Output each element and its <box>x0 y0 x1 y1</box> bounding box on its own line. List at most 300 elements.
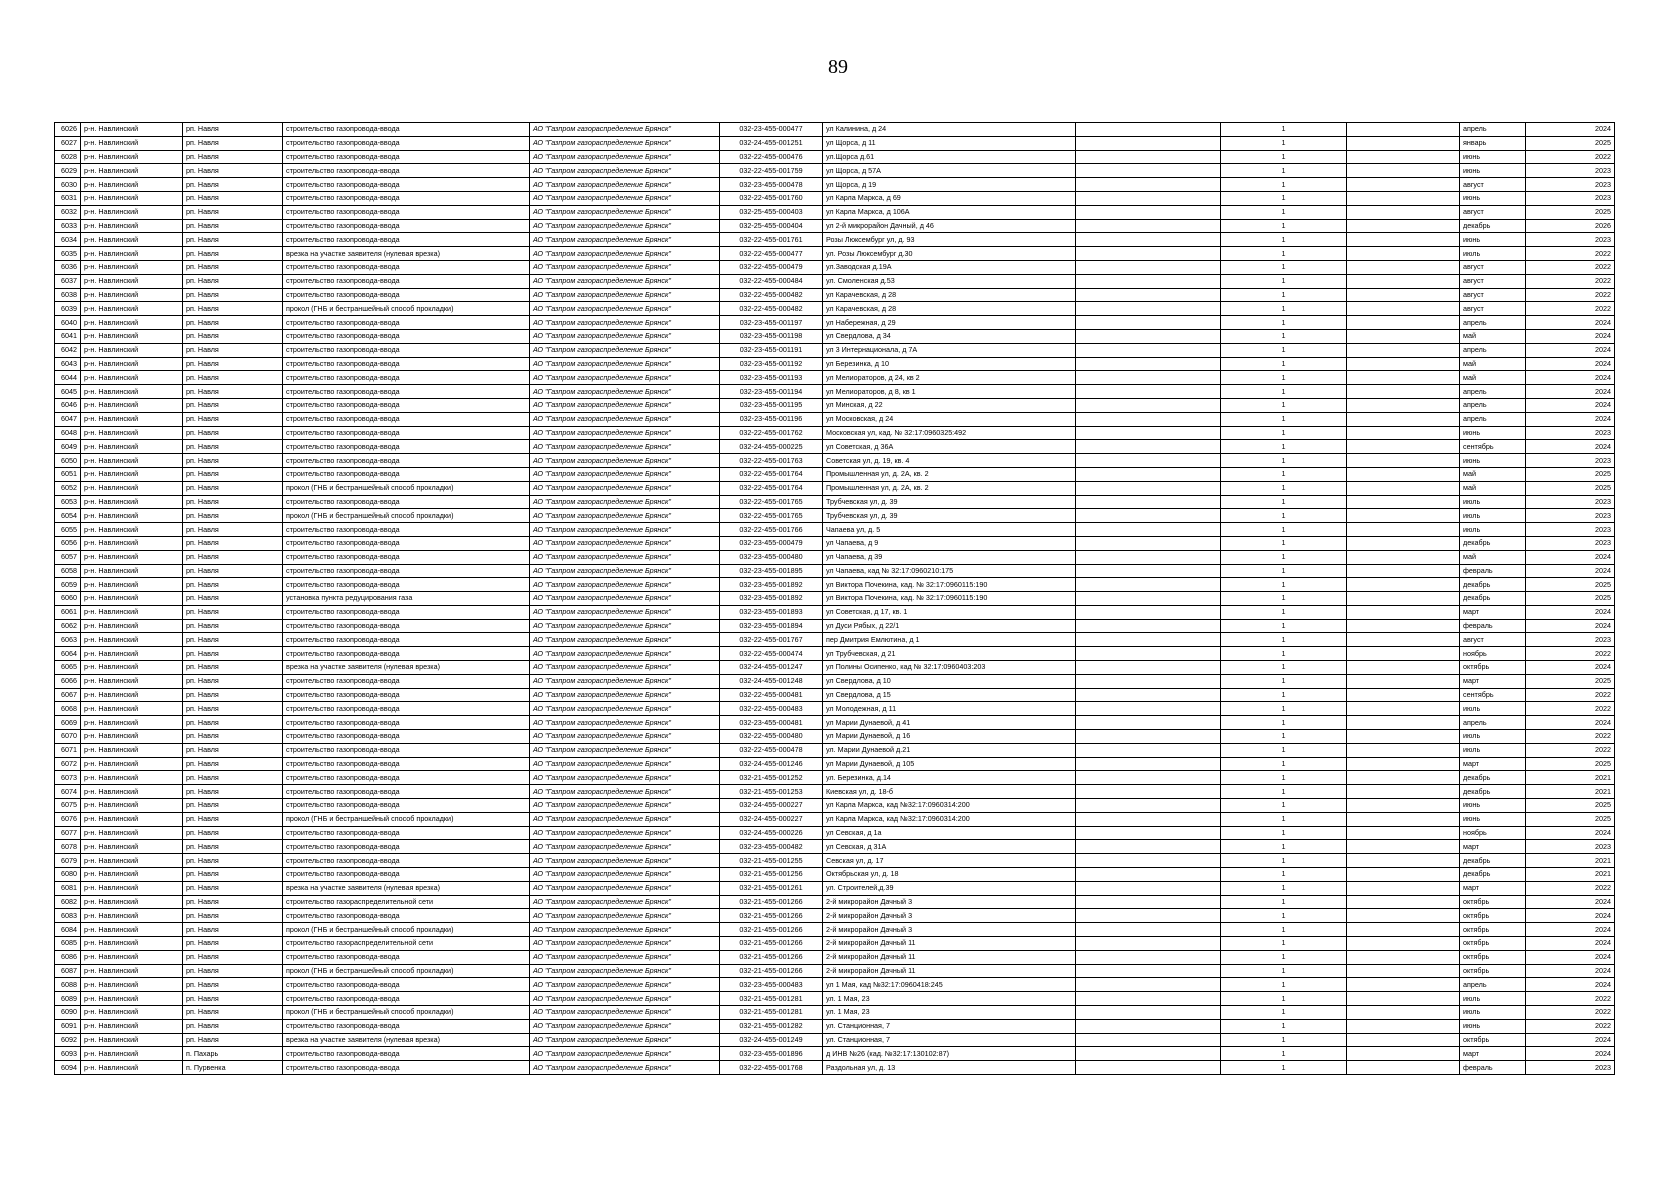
operator-cell: АО "Газпром газораспределение Брянск" <box>530 592 720 606</box>
district-cell: р-н. Навлинский <box>81 785 183 799</box>
extra-cell <box>1076 329 1221 343</box>
year-cell: 2024 <box>1526 826 1615 840</box>
row-number-cell: 6034 <box>55 233 81 247</box>
reserve-cell <box>1347 826 1460 840</box>
year-cell: 2025 <box>1526 481 1615 495</box>
table-row <box>55 329 1615 343</box>
reserve-cell <box>1347 274 1460 288</box>
contract-number-cell: 032-23-455-000478 <box>720 178 823 192</box>
address-cell: ул Виктора Почекина, кад. № 32:17:0960115:190 <box>823 592 1076 606</box>
month-cell: октябрь <box>1460 661 1526 675</box>
extra-cell <box>1076 647 1221 661</box>
year-cell: 2024 <box>1526 123 1615 137</box>
row-number-cell: 6065 <box>55 661 81 675</box>
work-type-cell: прокол (ГНБ и бестраншейный способ прокладки) <box>283 302 530 316</box>
table-row <box>55 316 1615 330</box>
table-row <box>55 840 1615 854</box>
address-cell: 2-й микрорайон Дачный 3 <box>823 923 1076 937</box>
settlement-cell: рп. Навля <box>183 260 283 274</box>
month-cell: июль <box>1460 1006 1526 1020</box>
settlement-cell: рп. Навля <box>183 743 283 757</box>
month-cell: апрель <box>1460 398 1526 412</box>
work-type-cell: строительство газопровода-ввода <box>283 730 530 744</box>
address-cell: 2-й микрорайон Дачный 11 <box>823 964 1076 978</box>
quantity-cell: 1 <box>1221 743 1347 757</box>
settlement-cell: рп. Навля <box>183 329 283 343</box>
contract-number-cell: 032-22-455-001763 <box>720 454 823 468</box>
contract-number-cell: 032-22-455-001765 <box>720 495 823 509</box>
address-cell: ул Набережная, д 29 <box>823 316 1076 330</box>
address-cell: ул Карла Маркса, кад №32:17:0960314:200 <box>823 812 1076 826</box>
year-cell: 2023 <box>1526 1061 1615 1075</box>
reserve-cell <box>1347 357 1460 371</box>
quantity-cell: 1 <box>1221 826 1347 840</box>
month-cell: октябрь <box>1460 1033 1526 1047</box>
reserve-cell <box>1347 164 1460 178</box>
contract-number-cell: 032-22-455-000477 <box>720 247 823 261</box>
operator-cell: АО "Газпром газораспределение Брянск" <box>530 854 720 868</box>
year-cell: 2024 <box>1526 385 1615 399</box>
reserve-cell <box>1347 440 1460 454</box>
row-number-cell: 6094 <box>55 1061 81 1075</box>
year-cell: 2025 <box>1526 136 1615 150</box>
table-row <box>55 509 1615 523</box>
settlement-cell: рп. Навля <box>183 785 283 799</box>
month-cell: июль <box>1460 523 1526 537</box>
quantity-cell: 1 <box>1221 219 1347 233</box>
work-type-cell: строительство газопровода-ввода <box>283 578 530 592</box>
work-type-cell: строительство газопровода-ввода <box>283 854 530 868</box>
extra-cell <box>1076 661 1221 675</box>
row-number-cell: 6090 <box>55 1006 81 1020</box>
year-cell: 2024 <box>1526 605 1615 619</box>
settlement-cell: рп. Навля <box>183 950 283 964</box>
extra-cell <box>1076 592 1221 606</box>
settlement-cell: рп. Навля <box>183 440 283 454</box>
table-row <box>55 191 1615 205</box>
month-cell: август <box>1460 205 1526 219</box>
settlement-cell: рп. Навля <box>183 343 283 357</box>
contract-number-cell: 032-21-455-001266 <box>720 923 823 937</box>
quantity-cell: 1 <box>1221 854 1347 868</box>
operator-cell: АО "Газпром газораспределение Брянск" <box>530 730 720 744</box>
district-cell: р-н. Навлинский <box>81 247 183 261</box>
settlement-cell: рп. Навля <box>183 509 283 523</box>
quantity-cell: 1 <box>1221 564 1347 578</box>
settlement-cell: рп. Навля <box>183 854 283 868</box>
table-row <box>55 495 1615 509</box>
row-number-cell: 6078 <box>55 840 81 854</box>
row-number-cell: 6074 <box>55 785 81 799</box>
contract-number-cell: 032-24-455-001247 <box>720 661 823 675</box>
reserve-cell <box>1347 702 1460 716</box>
address-cell: ул Полины Осипенко, кад № 32:17:0960403:203 <box>823 661 1076 675</box>
row-number-cell: 6037 <box>55 274 81 288</box>
district-cell: р-н. Навлинский <box>81 702 183 716</box>
work-type-cell: строительство газопровода-ввода <box>283 550 530 564</box>
reserve-cell <box>1347 316 1460 330</box>
month-cell: декабрь <box>1460 578 1526 592</box>
table-row <box>55 578 1615 592</box>
reserve-cell <box>1347 536 1460 550</box>
row-number-cell: 6049 <box>55 440 81 454</box>
address-cell: ул Карла Маркса, д 69 <box>823 191 1076 205</box>
address-cell: Севская ул, д. 17 <box>823 854 1076 868</box>
contract-number-cell: 032-21-455-001282 <box>720 1019 823 1033</box>
operator-cell: АО "Газпром газораспределение Брянск" <box>530 467 720 481</box>
work-type-cell: строительство газопровода-ввода <box>283 605 530 619</box>
quantity-cell: 1 <box>1221 316 1347 330</box>
contract-number-cell: 032-22-455-001761 <box>720 233 823 247</box>
district-cell: р-н. Навлинский <box>81 191 183 205</box>
quantity-cell: 1 <box>1221 426 1347 440</box>
row-number-cell: 6072 <box>55 757 81 771</box>
operator-cell: АО "Газпром газораспределение Брянск" <box>530 481 720 495</box>
address-cell: Советская ул, д. 19, кв. 4 <box>823 454 1076 468</box>
quantity-cell: 1 <box>1221 647 1347 661</box>
address-cell: ул. Станционная, 7 <box>823 1033 1076 1047</box>
settlement-cell: рп. Навля <box>183 150 283 164</box>
year-cell: 2024 <box>1526 564 1615 578</box>
district-cell: р-н. Навлинский <box>81 523 183 537</box>
row-number-cell: 6026 <box>55 123 81 137</box>
operator-cell: АО "Газпром газораспределение Брянск" <box>530 743 720 757</box>
work-type-cell: врезка на участке заявителя (нулевая врезка) <box>283 247 530 261</box>
work-type-cell: строительство газопровода-ввода <box>283 716 530 730</box>
work-type-cell: прокол (ГНБ и бестраншейный способ прокладки) <box>283 812 530 826</box>
year-cell: 2023 <box>1526 840 1615 854</box>
settlement-cell: рп. Навля <box>183 481 283 495</box>
address-cell: Чапаева ул, д. 5 <box>823 523 1076 537</box>
row-number-cell: 6091 <box>55 1019 81 1033</box>
work-type-cell: строительство газопровода-ввода <box>283 702 530 716</box>
contract-number-cell: 032-24-455-000226 <box>720 826 823 840</box>
year-cell: 2023 <box>1526 523 1615 537</box>
extra-cell <box>1076 123 1221 137</box>
reserve-cell <box>1347 247 1460 261</box>
contract-number-cell: 032-22-455-000476 <box>720 150 823 164</box>
month-cell: август <box>1460 288 1526 302</box>
table-row <box>55 688 1615 702</box>
reserve-cell <box>1347 785 1460 799</box>
quantity-cell: 1 <box>1221 895 1347 909</box>
operator-cell: АО "Газпром газораспределение Брянск" <box>530 523 720 537</box>
row-number-cell: 6086 <box>55 950 81 964</box>
district-cell: р-н. Навлинский <box>81 467 183 481</box>
district-cell: р-н. Навлинский <box>81 1047 183 1061</box>
operator-cell: АО "Газпром газораспределение Брянск" <box>530 164 720 178</box>
year-cell: 2024 <box>1526 909 1615 923</box>
operator-cell: АО "Газпром газораспределение Брянск" <box>530 509 720 523</box>
work-type-cell: строительство газопровода-ввода <box>283 329 530 343</box>
year-cell: 2024 <box>1526 716 1615 730</box>
reserve-cell <box>1347 950 1460 964</box>
quantity-cell: 1 <box>1221 178 1347 192</box>
district-cell: р-н. Навлинский <box>81 274 183 288</box>
district-cell: р-н. Навлинский <box>81 123 183 137</box>
year-cell: 2021 <box>1526 771 1615 785</box>
extra-cell <box>1076 191 1221 205</box>
contract-number-cell: 032-21-455-001266 <box>720 937 823 951</box>
table-body <box>55 123 1615 1075</box>
contract-number-cell: 032-22-455-000474 <box>720 647 823 661</box>
contract-number-cell: 032-22-455-000482 <box>720 288 823 302</box>
work-type-cell: строительство газопровода-ввода <box>283 495 530 509</box>
reserve-cell <box>1347 812 1460 826</box>
address-cell: Раздольная ул, д. 13 <box>823 1061 1076 1075</box>
row-number-cell: 6081 <box>55 881 81 895</box>
quantity-cell: 1 <box>1221 923 1347 937</box>
operator-cell: АО "Газпром газораспределение Брянск" <box>530 1006 720 1020</box>
contract-number-cell: 032-24-455-001248 <box>720 674 823 688</box>
contract-number-cell: 032-24-455-001251 <box>720 136 823 150</box>
contract-number-cell: 032-22-455-001766 <box>720 523 823 537</box>
quantity-cell: 1 <box>1221 495 1347 509</box>
operator-cell: АО "Газпром газораспределение Брянск" <box>530 398 720 412</box>
address-cell: 2-й микрорайон Дачный 3 <box>823 909 1076 923</box>
settlement-cell: рп. Навля <box>183 247 283 261</box>
reserve-cell <box>1347 674 1460 688</box>
row-number-cell: 6032 <box>55 205 81 219</box>
row-number-cell: 6060 <box>55 592 81 606</box>
work-type-cell: строительство газопровода-ввода <box>283 743 530 757</box>
row-number-cell: 6048 <box>55 426 81 440</box>
month-cell: июнь <box>1460 164 1526 178</box>
work-type-cell: строительство газопровода-ввода <box>283 785 530 799</box>
table-row <box>55 799 1615 813</box>
operator-cell: АО "Газпром газораспределение Брянск" <box>530 426 720 440</box>
address-cell: Киевская ул, д. 18-б <box>823 785 1076 799</box>
operator-cell: АО "Газпром газораспределение Брянск" <box>530 412 720 426</box>
contract-number-cell: 032-22-455-000481 <box>720 688 823 702</box>
year-cell: 2022 <box>1526 881 1615 895</box>
contract-number-cell: 032-22-455-001762 <box>720 426 823 440</box>
operator-cell: АО "Газпром газораспределение Брянск" <box>530 785 720 799</box>
operator-cell: АО "Газпром газораспределение Брянск" <box>530 536 720 550</box>
address-cell: ул Чапаева, кад № 32:17:0960210:175 <box>823 564 1076 578</box>
row-number-cell: 6059 <box>55 578 81 592</box>
month-cell: апрель <box>1460 316 1526 330</box>
table-row <box>55 895 1615 909</box>
settlement-cell: рп. Навля <box>183 909 283 923</box>
reserve-cell <box>1347 136 1460 150</box>
year-cell: 2024 <box>1526 357 1615 371</box>
table-row <box>55 523 1615 537</box>
settlement-cell: рп. Навля <box>183 826 283 840</box>
work-type-cell: строительство газопровода-ввода <box>283 385 530 399</box>
row-number-cell: 6056 <box>55 536 81 550</box>
contract-number-cell: 032-23-455-001196 <box>720 412 823 426</box>
settlement-cell: п. Пахарь <box>183 1047 283 1061</box>
district-cell: р-н. Навлинский <box>81 550 183 564</box>
year-cell: 2024 <box>1526 398 1615 412</box>
operator-cell: АО "Газпром газораспределение Брянск" <box>530 964 720 978</box>
row-number-cell: 6071 <box>55 743 81 757</box>
operator-cell: АО "Газпром газораспределение Брянск" <box>530 1019 720 1033</box>
extra-cell <box>1076 426 1221 440</box>
address-cell: ул Свердлова, д 15 <box>823 688 1076 702</box>
month-cell: август <box>1460 274 1526 288</box>
contract-number-cell: 032-21-455-001255 <box>720 854 823 868</box>
year-cell: 2024 <box>1526 1033 1615 1047</box>
reserve-cell <box>1347 467 1460 481</box>
year-cell: 2025 <box>1526 592 1615 606</box>
table-row <box>55 412 1615 426</box>
quantity-cell: 1 <box>1221 357 1347 371</box>
year-cell: 2023 <box>1526 495 1615 509</box>
contract-number-cell: 032-21-455-001266 <box>720 950 823 964</box>
table-row <box>55 757 1615 771</box>
extra-cell <box>1076 288 1221 302</box>
year-cell: 2025 <box>1526 578 1615 592</box>
reserve-cell <box>1347 205 1460 219</box>
contract-number-cell: 032-23-455-000479 <box>720 536 823 550</box>
reserve-cell <box>1347 150 1460 164</box>
extra-cell <box>1076 812 1221 826</box>
contract-number-cell: 032-22-455-000483 <box>720 702 823 716</box>
district-cell: р-н. Навлинский <box>81 937 183 951</box>
month-cell: март <box>1460 840 1526 854</box>
work-type-cell: прокол (ГНБ и бестраншейный способ прокладки) <box>283 481 530 495</box>
district-cell: р-н. Навлинский <box>81 1006 183 1020</box>
month-cell: июль <box>1460 495 1526 509</box>
extra-cell <box>1076 854 1221 868</box>
quantity-cell: 1 <box>1221 881 1347 895</box>
quantity-cell: 1 <box>1221 509 1347 523</box>
quantity-cell: 1 <box>1221 992 1347 1006</box>
address-cell: ул Свердлова, д 34 <box>823 329 1076 343</box>
row-number-cell: 6070 <box>55 730 81 744</box>
quantity-cell: 1 <box>1221 771 1347 785</box>
district-cell: р-н. Навлинский <box>81 233 183 247</box>
table-row <box>55 260 1615 274</box>
month-cell: ноябрь <box>1460 647 1526 661</box>
row-number-cell: 6077 <box>55 826 81 840</box>
reserve-cell <box>1347 1061 1460 1075</box>
settlement-cell: рп. Навля <box>183 385 283 399</box>
month-cell: декабрь <box>1460 592 1526 606</box>
table-row <box>55 219 1615 233</box>
year-cell: 2022 <box>1526 1006 1615 1020</box>
quantity-cell: 1 <box>1221 633 1347 647</box>
settlement-cell: рп. Навля <box>183 191 283 205</box>
row-number-cell: 6075 <box>55 799 81 813</box>
row-number-cell: 6055 <box>55 523 81 537</box>
row-number-cell: 6041 <box>55 329 81 343</box>
district-cell: р-н. Навлинский <box>81 329 183 343</box>
settlement-cell: рп. Навля <box>183 730 283 744</box>
year-cell: 2025 <box>1526 467 1615 481</box>
row-number-cell: 6042 <box>55 343 81 357</box>
district-cell: р-н. Навлинский <box>81 564 183 578</box>
operator-cell: АО "Газпром газораспределение Брянск" <box>530 302 720 316</box>
contract-number-cell: 032-22-455-001760 <box>720 191 823 205</box>
quantity-cell: 1 <box>1221 674 1347 688</box>
extra-cell <box>1076 454 1221 468</box>
operator-cell: АО "Газпром газораспределение Брянск" <box>530 605 720 619</box>
row-number-cell: 6053 <box>55 495 81 509</box>
operator-cell: АО "Газпром газораспределение Брянск" <box>530 647 720 661</box>
work-type-cell: строительство газопровода-ввода <box>283 150 530 164</box>
operator-cell: АО "Газпром газораспределение Брянск" <box>530 288 720 302</box>
gasification-table <box>54 122 1615 1075</box>
row-number-cell: 6047 <box>55 412 81 426</box>
table-row <box>55 288 1615 302</box>
row-number-cell: 6079 <box>55 854 81 868</box>
reserve-cell <box>1347 730 1460 744</box>
district-cell: р-н. Навлинский <box>81 592 183 606</box>
quantity-cell: 1 <box>1221 1006 1347 1020</box>
month-cell: апрель <box>1460 343 1526 357</box>
table-row <box>55 385 1615 399</box>
district-cell: р-н. Навлинский <box>81 150 183 164</box>
table-row <box>55 357 1615 371</box>
extra-cell <box>1076 771 1221 785</box>
month-cell: июль <box>1460 743 1526 757</box>
quantity-cell: 1 <box>1221 440 1347 454</box>
operator-cell: АО "Газпром газораспределение Брянск" <box>530 123 720 137</box>
month-cell: июнь <box>1460 233 1526 247</box>
month-cell: июнь <box>1460 812 1526 826</box>
operator-cell: АО "Газпром газораспределение Брянск" <box>530 826 720 840</box>
month-cell: март <box>1460 674 1526 688</box>
district-cell: р-н. Навлинский <box>81 950 183 964</box>
operator-cell: АО "Газпром газораспределение Брянск" <box>530 260 720 274</box>
row-number-cell: 6051 <box>55 467 81 481</box>
extra-cell <box>1076 178 1221 192</box>
quantity-cell: 1 <box>1221 619 1347 633</box>
reserve-cell <box>1347 578 1460 592</box>
extra-cell <box>1076 785 1221 799</box>
table-row <box>55 1061 1615 1075</box>
work-type-cell: строительство газопровода-ввода <box>283 233 530 247</box>
extra-cell <box>1076 550 1221 564</box>
work-type-cell: строительство газопровода-ввода <box>283 412 530 426</box>
settlement-cell: рп. Навля <box>183 771 283 785</box>
table-row <box>55 302 1615 316</box>
month-cell: август <box>1460 260 1526 274</box>
operator-cell: АО "Газпром газораспределение Брянск" <box>530 840 720 854</box>
settlement-cell: рп. Навля <box>183 398 283 412</box>
year-cell: 2023 <box>1526 233 1615 247</box>
district-cell: р-н. Навлинский <box>81 978 183 992</box>
reserve-cell <box>1347 398 1460 412</box>
quantity-cell: 1 <box>1221 605 1347 619</box>
contract-number-cell: 032-23-455-000477 <box>720 123 823 137</box>
quantity-cell: 1 <box>1221 536 1347 550</box>
address-cell: ул.Заводская д.19А <box>823 260 1076 274</box>
reserve-cell <box>1347 495 1460 509</box>
month-cell: март <box>1460 881 1526 895</box>
district-cell: р-н. Навлинский <box>81 357 183 371</box>
extra-cell <box>1076 343 1221 357</box>
extra-cell <box>1076 219 1221 233</box>
operator-cell: АО "Газпром газораспределение Брянск" <box>530 316 720 330</box>
district-cell: р-н. Навлинский <box>81 385 183 399</box>
operator-cell: АО "Газпром газораспределение Брянск" <box>530 578 720 592</box>
year-cell: 2024 <box>1526 412 1615 426</box>
quantity-cell: 1 <box>1221 302 1347 316</box>
reserve-cell <box>1347 964 1460 978</box>
settlement-cell: рп. Навля <box>183 302 283 316</box>
quantity-cell: 1 <box>1221 964 1347 978</box>
district-cell: р-н. Навлинский <box>81 605 183 619</box>
table-row <box>55 605 1615 619</box>
work-type-cell: строительство газопровода-ввода <box>283 467 530 481</box>
reserve-cell <box>1347 178 1460 192</box>
operator-cell: АО "Газпром газораспределение Брянск" <box>530 247 720 261</box>
district-cell: р-н. Навлинский <box>81 771 183 785</box>
